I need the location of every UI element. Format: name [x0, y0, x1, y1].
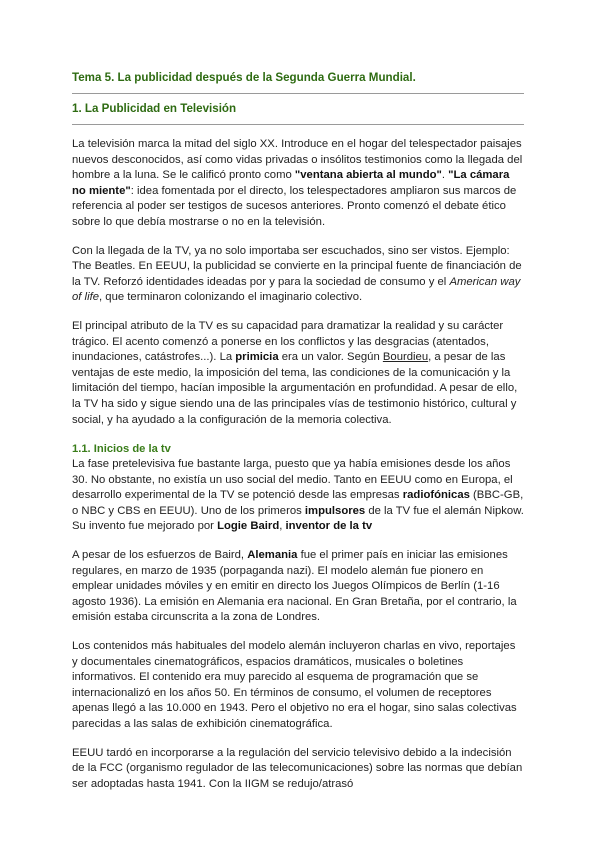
- paragraph-pretelevisive-phase: La fase pretelevisiva fue bastante larga, puesto que ya había emisiones desde los años 30. No obstante, no existía un uso social del medio. Tanto en EEUU como en Europa, el desarrollo experimental de la TV se potenció desde las empresas radiofónicas (BBC-GB, o NBC y CBS en EEUU). Uno de los primeros impulsores de la TV fue el alemán Nipkow. Su invento fue mejorado por Logie Baird, inventor de la tv: [72, 458, 524, 533]
- paragraph-tv-arrival: Con la llegada de la TV, ya no solo importaba ser escuchados, sino ser vistos. Ejemplo: The Beatles. En EEUU, la publicidad se convierte en la principal fuente de financiación de la TV. Reforzó identidades ideadas por y para la sociedad de consumo y el American way of life, que terminaron colonizando el imaginario colectivo.: [72, 244, 522, 304]
- paragraph-german-contents: Los contenidos más habituales del modelo alemán incluyeron charlas en vivo, reportajes y documentales cinematográficos, espacios dramáticos, musicales o boletines informativos. El contenido era muy parecido al esquema de programación que se internacionalizó en los años 50. En términos de consumo, el volumen de receptores apenas llegó a las 10.000 en 1943. Pero el objetivo no era el hogar, sino salas colectivas parecidas a las salas de exhibición cinematográfica.: [72, 640, 517, 730]
- subsection-title: 1.1. Inicios de la tv: [72, 443, 171, 456]
- paragraph-television-intro: La televisión marca la mitad del siglo XX. Introduce en el hogar del telespectador paisajes nuevos desconocidos, así como vidas privadas o insólitos testimonios como la llegada del hombre a la luna. Se le calificó pronto como "ventana abierta al mundo". "La cámara no miente": idea fomentada por el directo, los telespectadores ampliaron sus marcos de referencia al poder ser testigos de sucesos anteriores. Pronto comenzó el debate ético sobre lo que debía mostrarse o no en la televisión.: [72, 138, 523, 228]
- section-title: 1. La Publicidad en Televisión: [72, 102, 237, 115]
- paragraph-germany-broadcasts: A pesar de los esfuerzos de Baird, Alemania fue el primer país en iniciar las emisiones regulares, en marzo de 1935 (porpaganda nazi). El modelo alemán fue pionero en emplear unidades móviles y en emitir en directo los Juegos Olímpicos de Berlín (1-16 agosto 1936). La emisión en Alemania era nacional. En Gran Bretaña, por el contrario, la emisión estaba circunscrita a la zona de Londres.: [72, 549, 517, 624]
- paragraph-usa-regulation: EEUU tardó en incorporarse a la regulación del servicio televisivo debido a la indecisión de la FCC (organismo regulador de las telecomunicaciones) sobre las normas que debían ser adoptadas hasta 1941. Con la IIGM se redujo/atrasó: [72, 746, 523, 790]
- section-divider: [72, 124, 524, 125]
- bourdieu-link[interactable]: Bourdieu: [382, 351, 429, 364]
- document-title: Tema 5. La publicidad después de la Segunda Guerra Mundial.: [72, 71, 416, 84]
- title-divider: [72, 93, 524, 94]
- paragraph-tv-attributes: El principal atributo de la TV es su capacidad para dramatizar la realidad y su carácter trágico. El acento comenzó a ponerse en los conflictos y las desgracias (atentados, inundaciones, catástrofes...). La primicia era un valor. Según Bourdieu, a pesar de las ventajas de este medio, la imposición del tema, las condiciones de la comunicación y la limitación del tiempo, hacían imposible la argumentación en profundidad. A pesar de ello, la TV ha sido y sigue siendo una de las principales vías de testimonio histórico, cultural y social, y ha ayudado a la configuración de la memoria colectiva.: [72, 319, 518, 426]
